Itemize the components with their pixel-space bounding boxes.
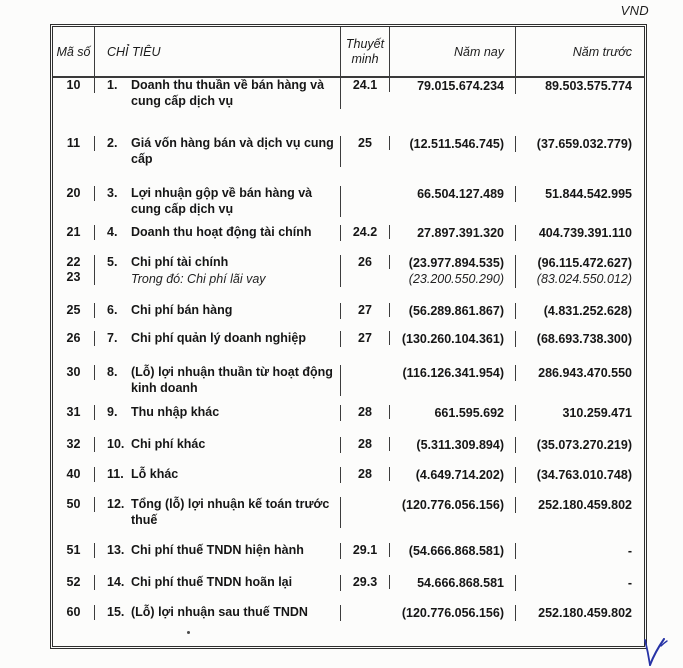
row-note: 24.2 bbox=[341, 225, 390, 239]
row-prior-year-value: 51.844.542.995 bbox=[545, 187, 632, 201]
header-item: CHỈ TIÊU bbox=[95, 27, 341, 76]
row-current-year-value: (116.126.341.954) bbox=[390, 365, 516, 381]
row-prior-year-value: (34.763.010.748) bbox=[536, 468, 632, 482]
row-note: 24.1 bbox=[341, 78, 390, 92]
row-number: 7. bbox=[107, 331, 118, 345]
row-prior-year-value: 89.503.575.774 bbox=[545, 79, 632, 93]
row-current-year-value: 27.897.391.320 bbox=[390, 225, 516, 241]
table-row bbox=[53, 437, 644, 467]
row-note: 28 bbox=[341, 467, 390, 481]
row-code: 50 bbox=[53, 497, 95, 512]
row-prior-year-value: 310.259.471 bbox=[562, 406, 632, 420]
row-number: 15. bbox=[107, 605, 125, 619]
row-item-label: Giá vốn hàng bán và dịch vụ cung cấp bbox=[131, 136, 334, 166]
table-row bbox=[53, 575, 644, 605]
table-row bbox=[53, 497, 644, 543]
row-number: 6. bbox=[107, 303, 118, 317]
row-item-label: Chi phí thuế TNDN hoãn lại bbox=[131, 575, 293, 589]
row-code: 40 bbox=[53, 467, 95, 482]
row-item-label: (Lỗ) lợi nhuận thuần từ hoạt động kinh doanh bbox=[131, 365, 333, 395]
row-item bbox=[95, 437, 341, 453]
row-number: 8. bbox=[107, 365, 118, 379]
row-item-label: Lợi nhuận gộp về bán hàng và cung cấp dịch vụ bbox=[131, 186, 313, 216]
row-code: 20 bbox=[53, 186, 95, 201]
pen-mark bbox=[631, 638, 675, 668]
row-current-year-value: (56.289.861.867) bbox=[390, 303, 516, 319]
row-item-sublabel: Trong đó: Chi phí lãi vay bbox=[131, 271, 266, 286]
table-row bbox=[53, 365, 644, 405]
row-item-label: Tổng (lỗ) lợi nhuận kế toán trước thuế bbox=[131, 497, 330, 527]
row-item bbox=[95, 575, 341, 591]
row-current-year-value: 79.015.674.234 bbox=[390, 78, 516, 94]
row-item-label: (Lỗ) lợi nhuận sau thuế TNDN bbox=[131, 605, 308, 619]
row-number: 9. bbox=[107, 405, 118, 419]
row-item-label: Thu nhập khác bbox=[131, 405, 220, 419]
row-code: 52 bbox=[53, 575, 95, 590]
row-item-label: Chi phí quản lý doanh nghiệp bbox=[131, 331, 306, 345]
row-prior-year-value: (68.693.738.300) bbox=[536, 332, 632, 346]
row-prior-year-value: 252.180.459.802 bbox=[538, 498, 632, 512]
row-number: 10. bbox=[107, 437, 125, 451]
scan-artifact-dot bbox=[187, 631, 190, 634]
table-row bbox=[53, 543, 644, 575]
header-prior-year: Năm trước bbox=[572, 44, 632, 59]
table-row bbox=[53, 405, 644, 437]
table-row bbox=[53, 78, 644, 136]
row-item bbox=[95, 467, 341, 483]
row-note: 29.3 bbox=[341, 575, 390, 589]
header-code: Mã số bbox=[53, 27, 95, 76]
table-row bbox=[53, 186, 644, 225]
row-code: 26 bbox=[53, 331, 95, 346]
row-code: 32 bbox=[53, 437, 95, 452]
row-number: 5. bbox=[107, 255, 118, 269]
table-body bbox=[53, 78, 644, 646]
row-current-year-value: 66.504.127.489 bbox=[390, 186, 516, 202]
row-code: 11 bbox=[53, 136, 95, 151]
row-note: 27 bbox=[341, 303, 390, 317]
row-item bbox=[95, 255, 341, 287]
table-row bbox=[53, 331, 644, 365]
row-current-year-value: 661.595.692 bbox=[390, 405, 516, 421]
row-item-label: Doanh thu hoạt động tài chính bbox=[131, 225, 312, 239]
row-note: 25 bbox=[341, 136, 390, 150]
income-statement-table bbox=[50, 24, 647, 649]
row-prior-year-value: (35.073.270.219) bbox=[536, 438, 632, 452]
row-current-year-value: (54.666.868.581) bbox=[390, 543, 516, 559]
row-item bbox=[95, 605, 341, 621]
row-current-year-value: 54.666.868.581 bbox=[390, 575, 516, 591]
row-number: 12. bbox=[107, 497, 125, 511]
row-current-year-value: (5.311.309.894) bbox=[390, 437, 516, 453]
row-code: 25 bbox=[53, 303, 95, 318]
row-code: 60 bbox=[53, 605, 95, 620]
row-number: 14. bbox=[107, 575, 125, 589]
table-row bbox=[53, 255, 644, 303]
row-number: 11. bbox=[107, 467, 124, 481]
row-item-label: Lỗ khác bbox=[131, 467, 179, 481]
table-row bbox=[53, 136, 644, 186]
row-number: 1. bbox=[107, 78, 118, 92]
currency-label: VND bbox=[620, 3, 649, 18]
table-row bbox=[53, 225, 644, 255]
row-item bbox=[95, 136, 341, 167]
row-item-label: Chi phí thuế TNDN hiện hành bbox=[131, 543, 304, 557]
header-note: Thuyết minh bbox=[341, 27, 390, 76]
row-item bbox=[95, 225, 341, 241]
row-current-year-value: (120.776.056.156) bbox=[390, 605, 516, 621]
row-item bbox=[95, 365, 341, 396]
row-code: 10 bbox=[53, 78, 95, 93]
row-code: 51 bbox=[53, 543, 95, 558]
row-item bbox=[95, 497, 341, 528]
row-item bbox=[95, 543, 341, 559]
row-current-year-value: (23.977.894.535) (23.200.550.290) bbox=[390, 255, 516, 288]
row-current-year-value: (4.649.714.202) bbox=[390, 467, 516, 483]
row-item bbox=[95, 331, 341, 347]
row-number: 3. bbox=[107, 186, 118, 200]
row-item bbox=[95, 405, 341, 421]
row-note: 28 bbox=[341, 405, 390, 419]
row-prior-year-value: (4.831.252.628) bbox=[543, 304, 632, 318]
row-prior-year-value: (37.659.032.779) bbox=[536, 137, 632, 151]
row-item bbox=[95, 78, 341, 109]
row-code: 21 bbox=[53, 225, 95, 240]
row-note: 27 bbox=[341, 331, 390, 345]
row-code: 30 bbox=[53, 365, 95, 380]
row-item bbox=[95, 303, 341, 319]
row-prior-year-value: - bbox=[627, 576, 632, 590]
row-note: 29.1 bbox=[341, 543, 390, 557]
row-prior-year-value: 252.180.459.802 bbox=[538, 606, 632, 620]
row-number: 4. bbox=[107, 225, 118, 239]
row-prior-year-value: 286.943.470.550 bbox=[538, 366, 632, 380]
row-code: 31 bbox=[53, 405, 95, 420]
row-note: 26 bbox=[341, 255, 390, 269]
row-prior-year-value: 404.739.391.110 bbox=[538, 226, 632, 240]
table-row bbox=[53, 467, 644, 497]
header-current-year: Năm nay bbox=[390, 27, 516, 76]
table-row bbox=[53, 605, 644, 646]
row-item-label: Chi phí khác bbox=[131, 437, 206, 451]
row-note: 28 bbox=[341, 437, 390, 451]
row-current-year-value: (130.260.104.361) bbox=[390, 331, 516, 347]
row-code: 22 23 bbox=[53, 255, 95, 285]
row-prior-year-value: - bbox=[627, 544, 632, 558]
row-item bbox=[95, 186, 341, 217]
row-item-label: Chi phí tài chính bbox=[131, 255, 229, 269]
row-prior-year-value: (96.115.472.627) (83.024.550.012) bbox=[536, 256, 632, 287]
row-number: 13. bbox=[107, 543, 125, 557]
table-row bbox=[53, 303, 644, 331]
row-number: 2. bbox=[107, 136, 118, 150]
row-current-year-value: (12.511.546.745) bbox=[390, 136, 516, 152]
row-item-label: Doanh thu thuần về bán hàng và cung cấp dịch vụ bbox=[131, 78, 325, 108]
row-item-label: Chi phí bán hàng bbox=[131, 303, 233, 317]
table-header-row bbox=[53, 27, 644, 78]
row-current-year-value: (120.776.056.156) bbox=[390, 497, 516, 513]
